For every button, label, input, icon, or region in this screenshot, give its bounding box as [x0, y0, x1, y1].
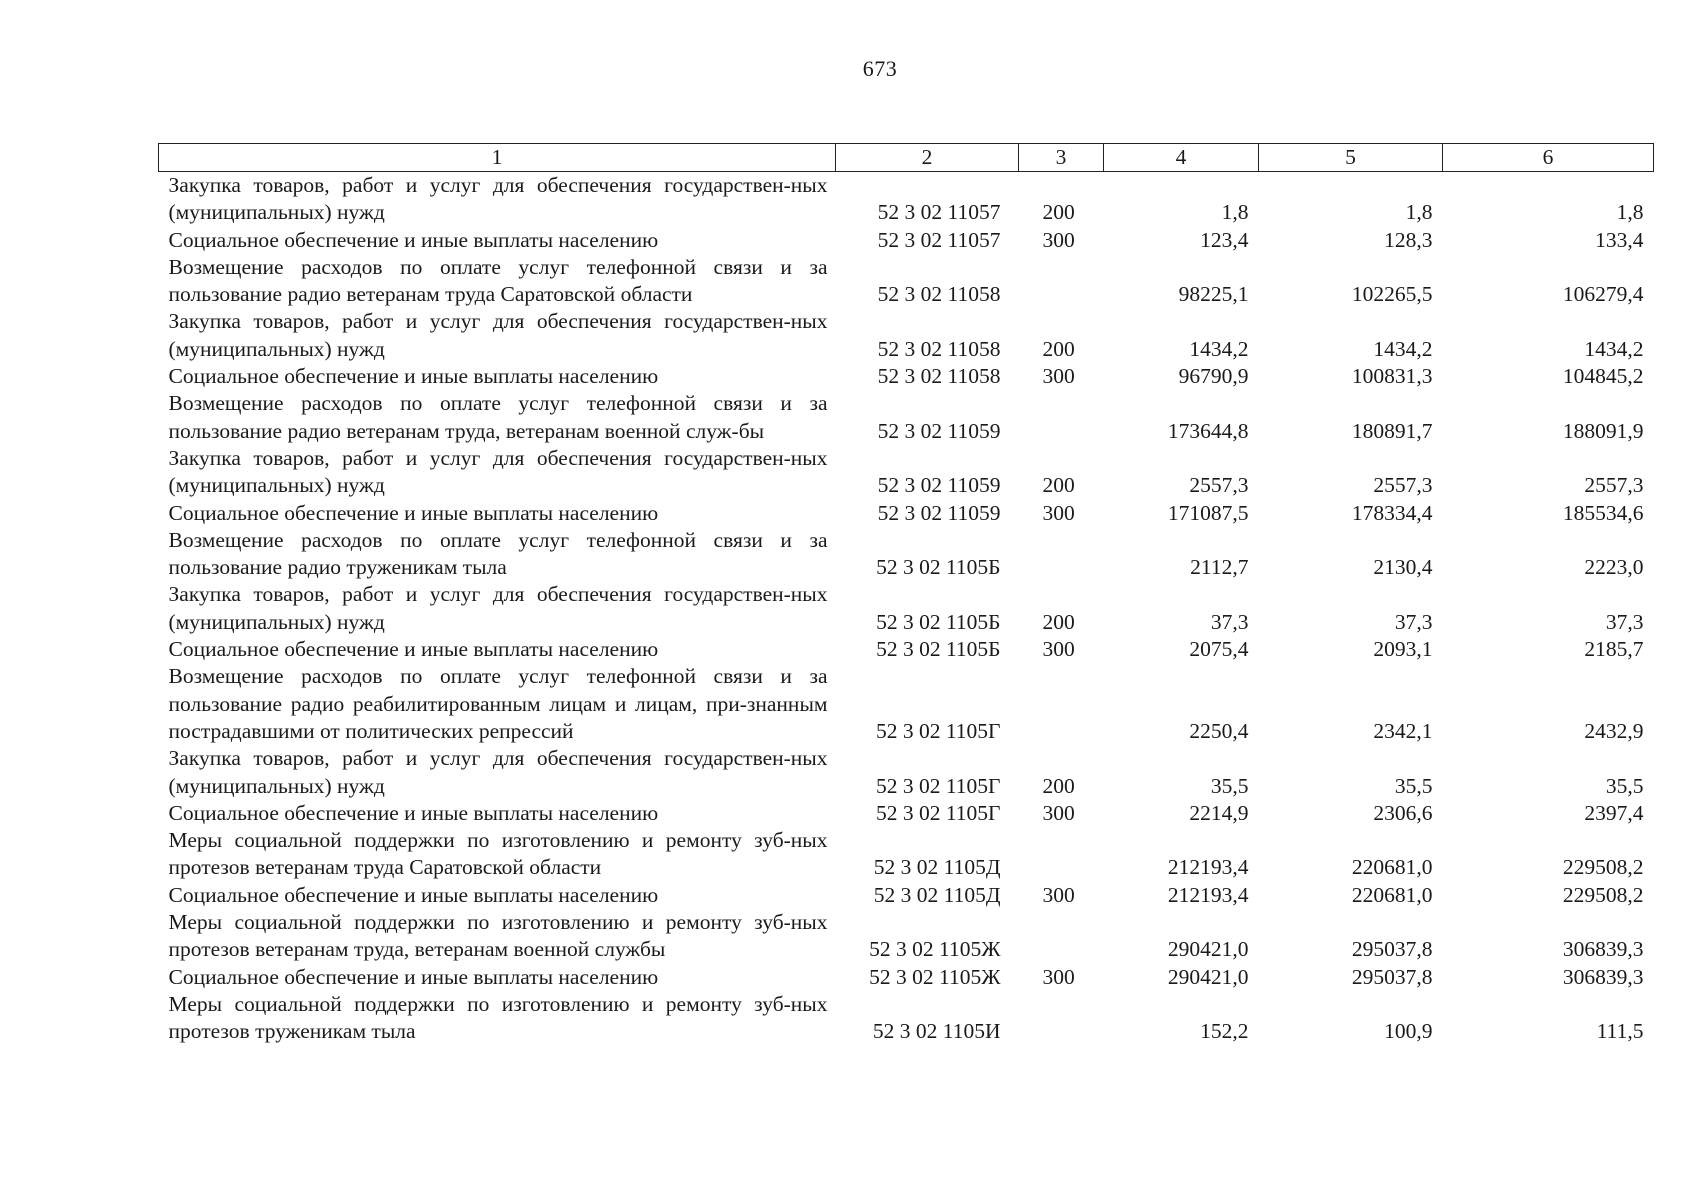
row-description: Возмещение расходов по оплате услуг телефонной связи и за пользование радио ветеранам труда Саратовской области: [168, 254, 828, 307]
row-value-col4: 1,8: [1221, 200, 1249, 225]
row-value-col5: 178334,4: [1351, 500, 1433, 525]
row-value-col4: 171087,5: [1167, 500, 1249, 525]
row-target-code: 52 3 02 11059: [877, 473, 1001, 498]
table-row: [159, 527, 1654, 582]
row-target-code: 52 3 02 1105Г: [875, 773, 1001, 798]
row-expense-type: 200: [1042, 473, 1075, 498]
row-value-col4: 173644,8: [1167, 418, 1249, 443]
row-value-col5: 220681,0: [1351, 855, 1433, 880]
row-expense-type: 300: [1042, 364, 1075, 389]
row-value-col6: 104845,2: [1562, 364, 1644, 389]
row-target-code: 52 3 02 1105Г: [875, 718, 1001, 743]
row-expense-type: [1019, 991, 1104, 1046]
row-expense-type: [1019, 527, 1104, 582]
column-header-5: 5: [1259, 144, 1443, 172]
row-description: Меры социальной поддержки по изготовлению и ремонту зуб-ных протезов ветеранам труда, ветеранам военной службы: [168, 910, 828, 962]
row-expense-type: 300: [1042, 882, 1075, 907]
row-description: Социальное обеспечение и иные выплаты населению: [168, 364, 659, 389]
row-description: Социальное обеспечение и иные выплаты населению: [168, 964, 659, 989]
row-value-col5: 128,3: [1384, 227, 1433, 252]
table-row: [159, 636, 1654, 663]
row-description: Возмещение расходов по оплате услуг телефонной связи и за пользование радио ветеранам труда, ветеранам военной служ-бы: [168, 391, 828, 443]
row-value-col6: 106279,4: [1562, 282, 1644, 307]
table-row: [159, 827, 1654, 882]
row-expense-type: 300: [1042, 800, 1075, 825]
row-description: Социальное обеспечение и иные выплаты населению: [168, 227, 659, 252]
row-target-code: 52 3 02 11059: [877, 418, 1001, 443]
row-expense-type: 300: [1042, 964, 1075, 989]
row-value-col6: 229508,2: [1562, 882, 1644, 907]
row-target-code: 52 3 02 1105Г: [875, 800, 1001, 825]
column-header-4: 4: [1104, 144, 1259, 172]
row-value-col4: 290421,0: [1167, 937, 1249, 962]
table-header: [159, 144, 1654, 172]
row-value-col5: 2557,3: [1373, 473, 1433, 498]
row-target-code: 52 3 02 11058: [877, 336, 1001, 361]
row-target-code: 52 3 02 1105Д: [873, 882, 1001, 907]
row-value-col4: 212193,4: [1167, 882, 1249, 907]
table-row: [159, 964, 1654, 991]
table-row: [159, 663, 1654, 745]
row-expense-type: [1019, 254, 1104, 309]
row-value-col4: 290421,0: [1167, 964, 1249, 989]
row-description: Социальное обеспечение и иные выплаты населению: [168, 800, 659, 825]
row-value-col4: 2250,4: [1189, 718, 1249, 743]
header-row: [159, 144, 1654, 172]
row-description: Социальное обеспечение и иные выплаты населению: [168, 500, 659, 525]
row-value-col4: 2112,7: [1190, 555, 1249, 580]
row-description: Меры социальной поддержки по изготовлению и ремонту зуб-ных протезов ветеранам труда Саратовской области: [168, 828, 828, 880]
row-value-col6: 37,3: [1605, 609, 1644, 634]
row-value-col5: 180891,7: [1351, 418, 1433, 443]
row-value-col6: 2397,4: [1584, 800, 1644, 825]
row-value-col5: 2306,6: [1373, 800, 1433, 825]
row-value-col4: 2214,9: [1189, 800, 1249, 825]
column-header-6: 6: [1443, 144, 1654, 172]
row-value-col6: 306839,3: [1562, 964, 1644, 989]
row-value-col4: 1434,2: [1189, 336, 1249, 361]
row-expense-type: 200: [1042, 609, 1075, 634]
row-value-col6: 2557,3: [1584, 473, 1644, 498]
row-value-col4: 152,2: [1200, 1019, 1249, 1044]
table-row: [159, 882, 1654, 909]
row-value-col5: 2093,1: [1373, 637, 1433, 662]
row-value-col6: 2432,9: [1584, 718, 1644, 743]
row-target-code: 52 3 02 1105Ж: [869, 937, 1001, 962]
table-row: [159, 390, 1654, 445]
row-description: Закупка товаров, работ и услуг для обеспечения государствен-ных (муниципальных) нужд: [168, 309, 828, 361]
table-row: [159, 745, 1654, 800]
column-header-2: 2: [836, 144, 1019, 172]
row-value-col4: 37,3: [1210, 609, 1249, 634]
row-value-col6: 306839,3: [1562, 937, 1644, 962]
table-row: [159, 581, 1654, 636]
row-value-col5: 295037,8: [1351, 937, 1433, 962]
row-value-col5: 35,5: [1394, 773, 1433, 798]
row-value-col6: 2223,0: [1584, 555, 1644, 580]
row-description: Социальное обеспечение и иные выплаты населению: [168, 637, 659, 662]
row-expense-type: [1019, 390, 1104, 445]
row-value-col6: 2185,7: [1584, 637, 1644, 662]
row-value-col5: 220681,0: [1351, 882, 1433, 907]
row-expense-type: [1019, 909, 1104, 964]
row-value-col4: 2075,4: [1189, 637, 1249, 662]
row-value-col4: 2557,3: [1189, 473, 1249, 498]
row-description: Возмещение расходов по оплате услуг телефонной связи и за пользование радио реабилитированным лицам и лицам, при-знанным пострадавшими от политических репрессий: [168, 664, 828, 743]
row-target-code: 52 3 02 1105И: [872, 1019, 1001, 1044]
row-expense-type: 200: [1042, 200, 1075, 225]
row-value-col6: 1434,2: [1584, 336, 1644, 361]
row-value-col5: 100831,3: [1351, 364, 1433, 389]
row-description: Закупка товаров, работ и услуг для обеспечения государствен-ных (муниципальных) нужд: [168, 445, 828, 498]
row-value-col6: 133,4: [1595, 227, 1644, 252]
row-expense-type: [1019, 827, 1104, 882]
table-row: [159, 254, 1654, 309]
row-description: Меры социальной поддержки по изготовлению и ремонту зуб-ных протезов труженикам тыла: [168, 991, 828, 1044]
row-target-code: 52 3 02 1105Б: [876, 637, 1001, 662]
row-value-col6: 35,5: [1605, 773, 1644, 798]
table-row: [159, 227, 1654, 254]
table-row: [159, 172, 1654, 227]
row-value-col5: 2342,1: [1373, 718, 1433, 743]
row-description: Возмещение расходов по оплате услуг телефонной связи и за пользование радио труженикам тыла: [168, 527, 828, 580]
table-row: [159, 991, 1654, 1046]
row-expense-type: 300: [1042, 227, 1075, 252]
row-target-code: 52 3 02 1105Ж: [869, 964, 1001, 989]
row-target-code: 52 3 02 1105Б: [876, 555, 1001, 580]
row-value-col6: 1,8: [1616, 200, 1644, 225]
row-value-col6: 229508,2: [1562, 855, 1644, 880]
row-value-col5: 1434,2: [1373, 336, 1433, 361]
column-header-1: 1: [159, 144, 836, 172]
table-row: [159, 800, 1654, 827]
row-value-col5: 1,8: [1405, 200, 1433, 225]
row-expense-type: 300: [1042, 637, 1075, 662]
table-row: [159, 363, 1654, 390]
budget-table: [158, 143, 1654, 1046]
table-row: [159, 445, 1654, 500]
row-value-col5: 37,3: [1394, 609, 1433, 634]
row-value-col5: 100,9: [1384, 1019, 1433, 1044]
row-target-code: 52 3 02 11058: [877, 282, 1001, 307]
row-target-code: 52 3 02 1105Д: [873, 855, 1001, 880]
row-description: Социальное обеспечение и иные выплаты населению: [168, 882, 659, 907]
row-target-code: 52 3 02 11058: [877, 364, 1001, 389]
row-target-code: 52 3 02 1105Б: [876, 609, 1001, 634]
row-value-col4: 98225,1: [1178, 282, 1249, 307]
column-header-3: 3: [1019, 144, 1104, 172]
table-row: [159, 308, 1654, 363]
row-value-col6: 188091,9: [1562, 418, 1644, 443]
row-target-code: 52 3 02 11059: [877, 500, 1001, 525]
row-expense-type: 200: [1042, 773, 1075, 798]
row-value-col5: 295037,8: [1351, 964, 1433, 989]
row-value-col4: 212193,4: [1167, 855, 1249, 880]
row-target-code: 52 3 02 11057: [877, 227, 1001, 252]
table-row: [159, 500, 1654, 527]
table-body: [159, 172, 1654, 1046]
row-description: Закупка товаров, работ и услуг для обеспечения государствен-ных (муниципальных) нужд: [168, 746, 828, 798]
row-value-col5: 102265,5: [1351, 282, 1433, 307]
table-row: [159, 909, 1654, 964]
row-expense-type: [1019, 663, 1104, 745]
row-value-col6: 185534,6: [1562, 500, 1644, 525]
page-number: 673: [862, 56, 898, 81]
row-description: Закупка товаров, работ и услуг для обеспечения государствен-ных (муниципальных) нужд: [168, 582, 828, 634]
row-value-col4: 96790,9: [1178, 364, 1249, 389]
row-expense-type: 300: [1042, 500, 1075, 525]
row-value-col5: 2130,4: [1373, 555, 1433, 580]
row-value-col4: 35,5: [1210, 773, 1249, 798]
row-target-code: 52 3 02 11057: [877, 200, 1001, 225]
row-value-col4: 123,4: [1200, 227, 1249, 252]
row-expense-type: 200: [1042, 336, 1075, 361]
row-description: Закупка товаров, работ и услуг для обеспечения государствен-ных (муниципальных) нужд: [168, 173, 828, 225]
row-value-col6: 111,5: [1596, 1019, 1644, 1044]
